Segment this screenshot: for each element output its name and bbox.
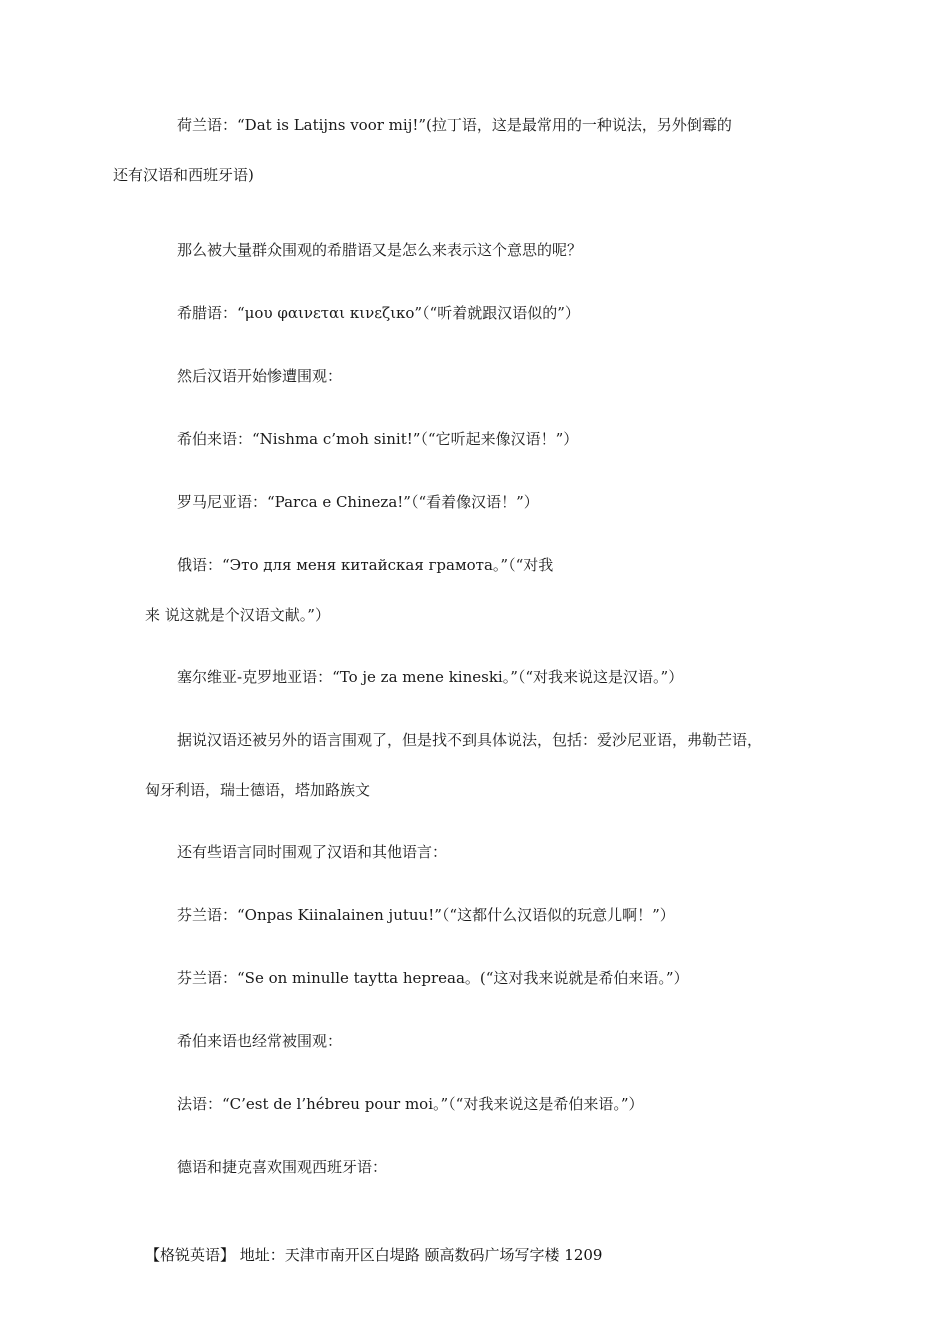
paragraph-chinese-watched <box>145 351 810 401</box>
paragraph-romanian <box>145 477 810 527</box>
paragraph-line: 来 说这就是个汉语文献。”） <box>145 606 330 624</box>
paragraph-greek <box>145 288 810 338</box>
paragraph-russian <box>145 540 810 640</box>
paragraph-hebrew-watched <box>145 1016 810 1066</box>
paragraph-line: 希腊语：“μου φαινεται κινεζικο”（“听着就跟汉语似的”） <box>177 304 580 322</box>
paragraph-line: 塞尔维亚-克罗地亚语：“To je za mene kineski。”（“对我来说这是汉语。”） <box>177 668 684 686</box>
paragraph-line: 据说汉语还被另外的语言围观了，但是找不到具体说法，包括：爱沙尼亚语，弗勒芒语， <box>177 731 763 749</box>
paragraph-greek-question <box>145 225 810 275</box>
paragraph-line: 罗马尼亚语：“Parca e Chineza!”（“看着像汉语！”） <box>177 493 539 511</box>
paragraph-german-czech <box>145 1142 810 1192</box>
paragraph-line: 法语：“C’est de l’hébreu pour moi。”（“对我来说这是希伯来语。”） <box>177 1095 644 1113</box>
paragraph-also-watched <box>145 827 810 877</box>
paragraph-serbo-croatian <box>145 652 810 702</box>
paragraph-line: 匈牙利语，瑞士德语，塔加路族文 <box>145 781 371 799</box>
paragraph-line: 然后汉语开始惨遭围观： <box>177 367 343 385</box>
paragraph-finnish-2 <box>145 953 810 1003</box>
paragraph-line: 还有汉语和西班牙语) <box>113 166 254 184</box>
paragraph-line: 德语和捷克喜欢围观西班牙语： <box>177 1158 388 1176</box>
paragraph-line: 芬兰语：“Se on minulle taytta hepreaa。(“这对我来说就是希伯来语。”） <box>177 969 689 987</box>
paragraph-line: 希伯来语也经常被围观： <box>177 1032 343 1050</box>
paragraph-line: 还有些语言同时围观了汉语和其他语言： <box>177 843 448 861</box>
paragraph-line: 芬兰语：“Onpas Kiinalainen jutuu!”（“这都什么汉语似的玩意儿啊！”） <box>177 906 675 924</box>
paragraph-line: 那么被大量群众围观的希腊语又是怎么来表示这个意思的呢？ <box>177 241 583 259</box>
paragraph-line: 俄语：“Это для меня китайская грамота。”（“对我 <box>177 556 554 574</box>
paragraph-finnish-1 <box>145 890 810 940</box>
paragraph-dutch <box>113 100 810 200</box>
paragraph-hebrew <box>145 414 810 464</box>
paragraph-other-languages <box>145 715 810 815</box>
paragraph-french <box>145 1079 810 1129</box>
paragraph-line: 荷兰语：“Dat is Latijns voor mij!”(拉丁语，这是最常用的一种说法，另外倒霉的 <box>177 116 732 134</box>
page-footer: 【格锐英语】 地址：天津市南开区白堤路 颐高数码广场写字楼 1209 <box>145 1246 603 1264</box>
paragraph-line: 希伯来语：“Nishma c’moh sinit!”（“它听起来像汉语！”） <box>177 430 579 448</box>
